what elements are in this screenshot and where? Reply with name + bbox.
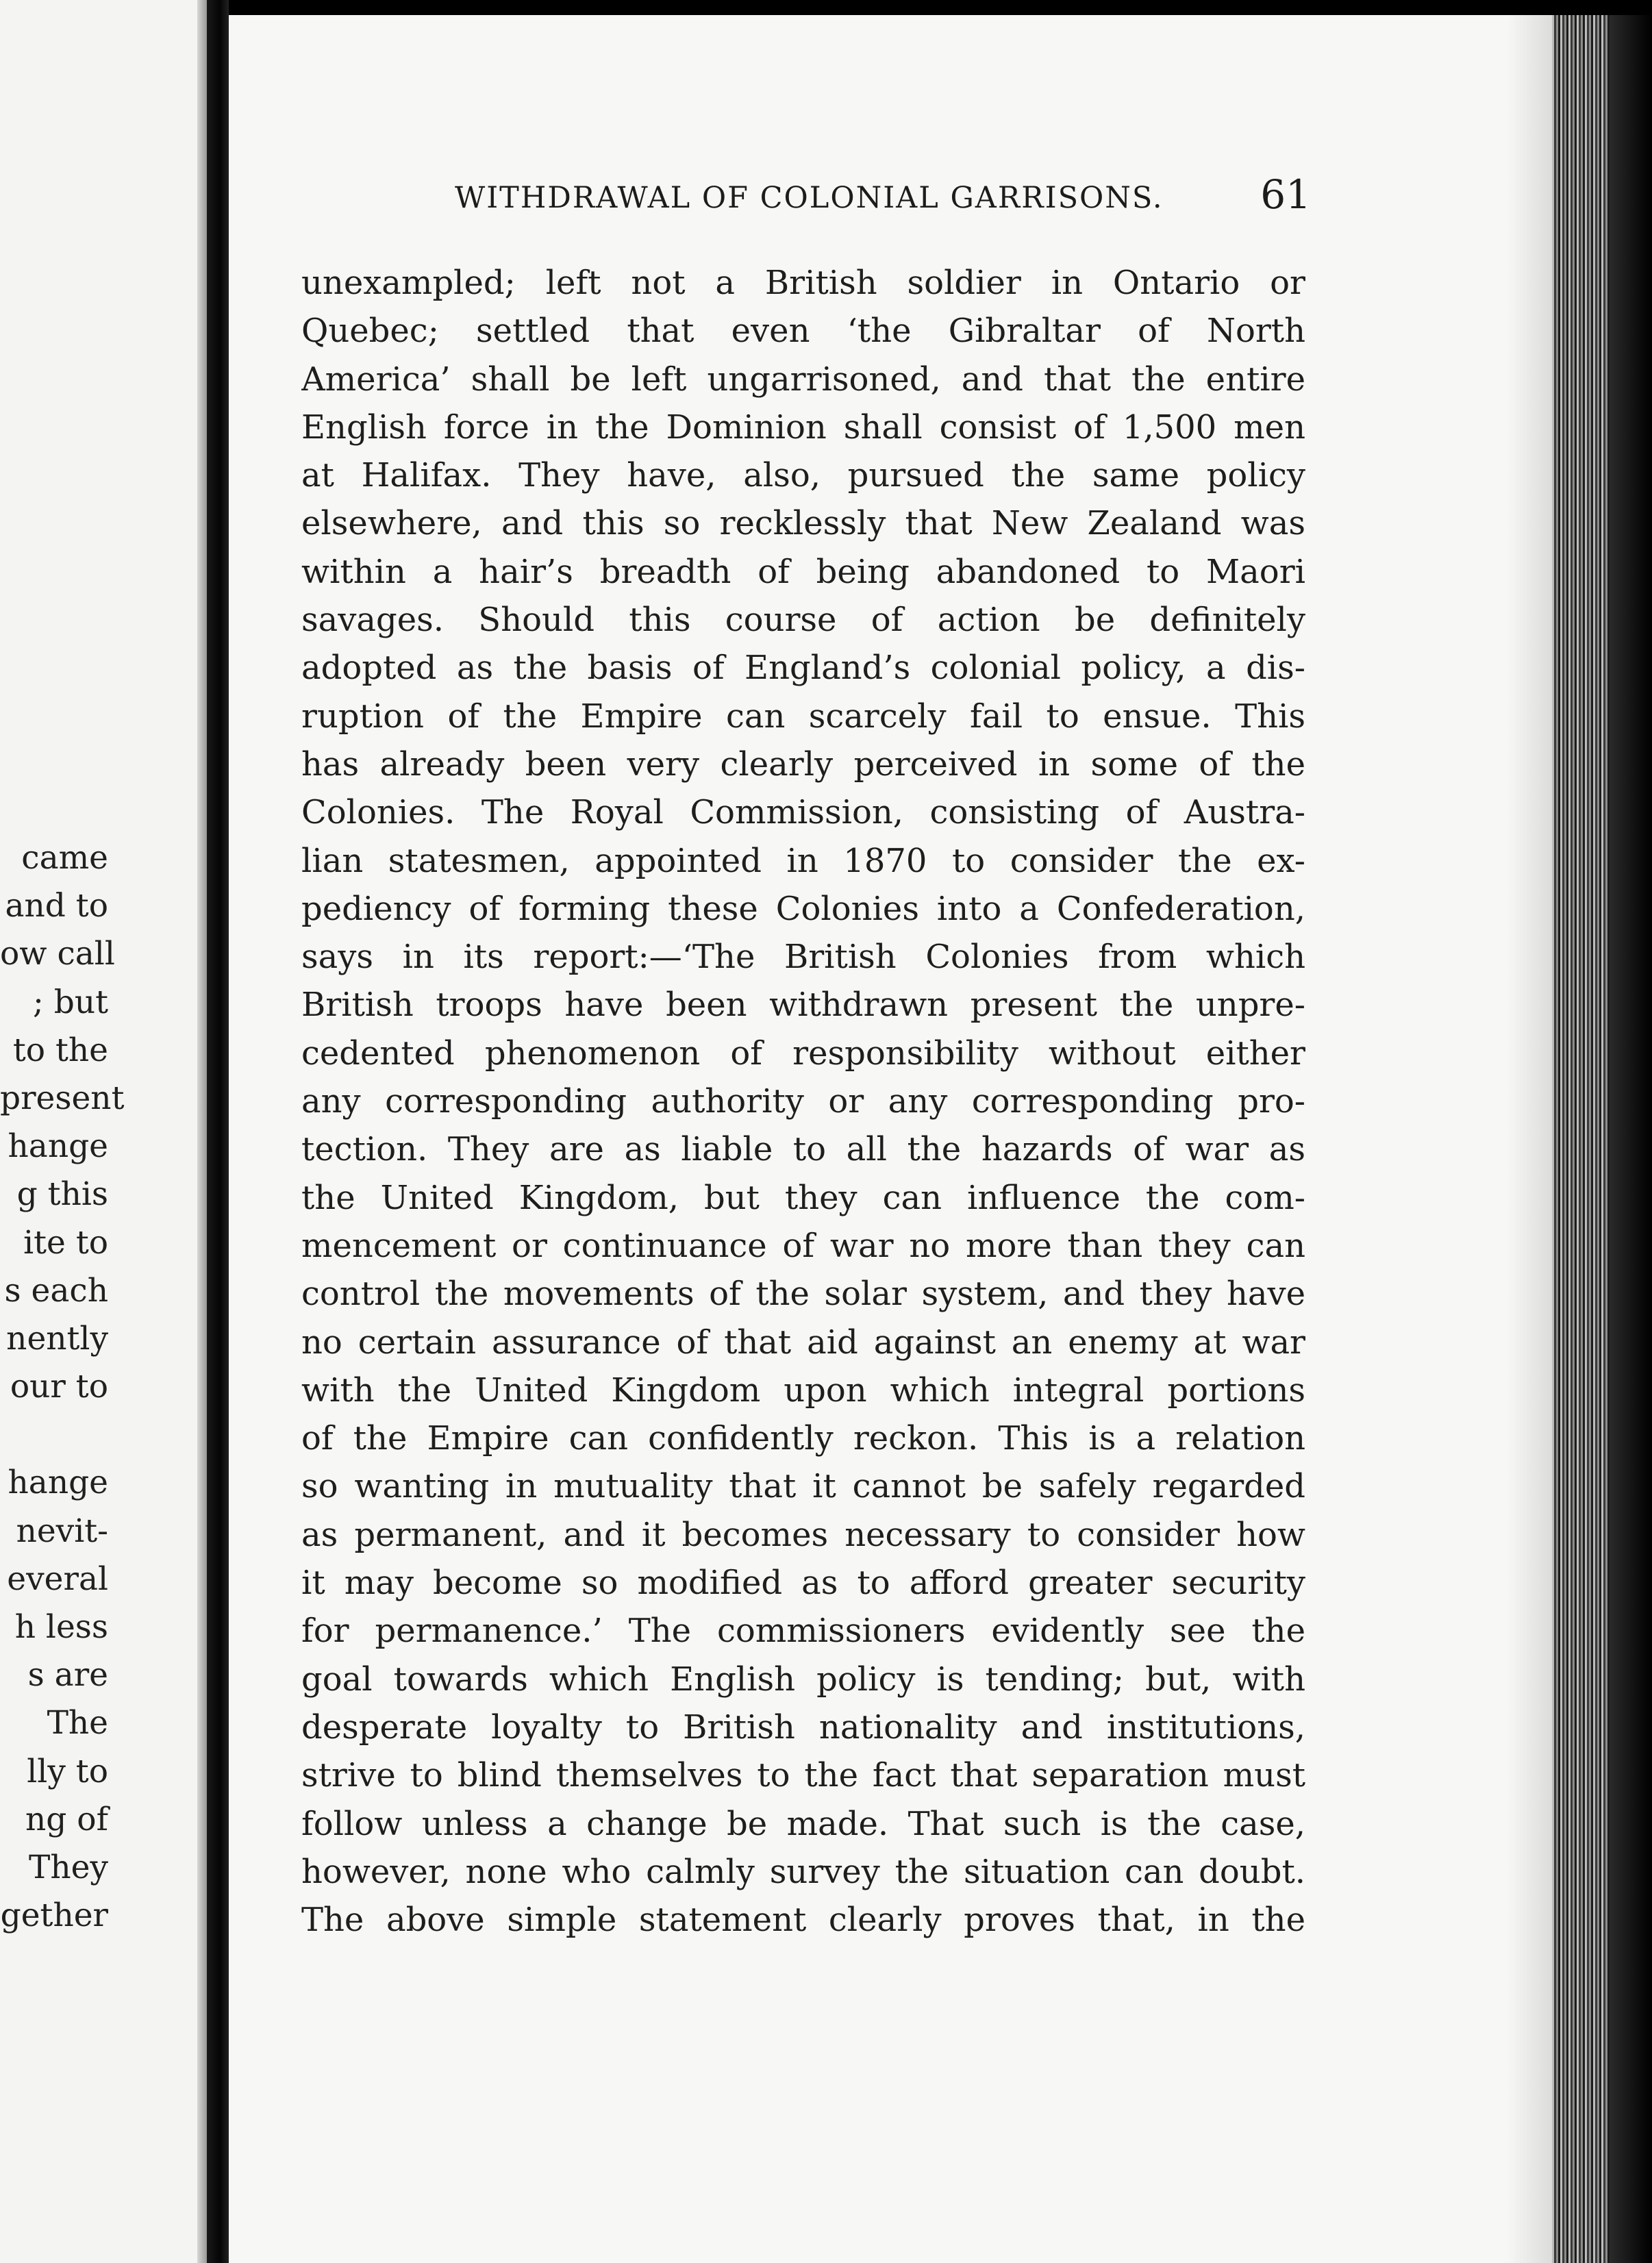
body-line: so wanting in mutuality that it cannot be safely regarded (301, 1467, 1305, 1506)
body-line: however, none who calmly survey the situation can doubt. (301, 1852, 1305, 1891)
body-line: cedented phenomenon of responsibility without either (301, 1034, 1305, 1073)
body-line: of the Empire can confidently reckon. This is a relation (301, 1419, 1305, 1458)
left-facing-page (0, 0, 207, 2263)
body-line: any corresponding authority or any corresponding pro- (301, 1082, 1305, 1121)
left-page-line: They (29, 1848, 108, 1886)
body-line: Quebec; settled that even ‘the Gibraltar of North (301, 312, 1305, 351)
running-title: WITHDRAWAL OF COLONIAL GARRISONS. (455, 181, 1164, 215)
left-page-text-fragments (0, 834, 125, 1940)
left-page-line: The (47, 1704, 108, 1742)
left-page-line: ow call (0, 935, 115, 973)
left-page-line: gether (0, 1897, 108, 1935)
page-number: 61 (1260, 171, 1311, 218)
left-page-line: our to (10, 1368, 108, 1406)
body-line: English force in the Dominion shall consist of 1,500 men (301, 408, 1305, 447)
body-line: follow unless a change be made. That such is the case, (301, 1804, 1305, 1843)
body-line: elsewhere, and this so recklessly that New Zealand was (301, 504, 1305, 543)
body-line: savages. Should this course of action be definitely (301, 601, 1305, 640)
left-page-line: came (21, 839, 108, 877)
body-line: has already been very clearly perceived in some of the (301, 745, 1305, 784)
body-line: America’ shall be left ungarrisoned, and that the entire (301, 360, 1305, 399)
left-page-line: s are (27, 1656, 108, 1695)
body-line: pediency of forming these Colonies into a Confederation, (301, 889, 1305, 928)
left-page-line: present (0, 1079, 125, 1117)
left-page-line: lly to (27, 1752, 108, 1790)
body-line: says in its report:—‘The British Colonies from which (301, 938, 1305, 977)
left-page-line: ite to (23, 1223, 108, 1262)
body-line: tection. They are as liable to all the hazards of war as (301, 1130, 1305, 1169)
book-gutter (207, 0, 229, 2263)
body-line: British troops have been withdrawn present the unpre- (301, 986, 1305, 1025)
body-line: no certain assurance of that aid against an enemy at war (301, 1323, 1305, 1362)
left-page-line: nevit- (16, 1512, 108, 1550)
body-line: the United Kingdom, but they can influence the com- (301, 1178, 1305, 1217)
body-line: within a hair’s breadth of being abandoned to Maori (301, 552, 1305, 591)
left-page-line: and to (5, 887, 108, 925)
body-line: goal towards which English policy is tending; but, with (301, 1660, 1305, 1699)
body-line: mencement or continuance of war no more than they can (301, 1226, 1305, 1265)
body-line: as permanent, and it becomes necessary to consider how (301, 1515, 1305, 1554)
body-line: with the United Kingdom upon which integral portions (301, 1371, 1305, 1410)
left-page-line: g this (16, 1175, 108, 1214)
left-page-line: ; but (32, 983, 108, 1021)
body-text (301, 259, 1305, 1944)
body-line: it may become so modified as to afford greater security (301, 1564, 1305, 1603)
body-line: adopted as the basis of England’s colonial policy, a dis- (301, 649, 1305, 688)
body-line: unexampled; left not a British soldier in Ontario or (301, 264, 1305, 302)
left-page-line: everal (7, 1560, 108, 1598)
page-header (455, 171, 1311, 226)
left-page-blank-line (0, 1411, 108, 1459)
body-line: ruption of the Empire can scarcely fail to ensue. This (301, 697, 1305, 736)
left-page-line: ng of (25, 1800, 108, 1838)
left-page-line: s each (4, 1271, 108, 1310)
body-line: The above simple statement clearly proves that, in the (301, 1901, 1305, 1940)
left-page-edge-shadow (197, 0, 207, 2263)
left-page-line: to the (12, 1031, 108, 1069)
left-page-line: h less (14, 1608, 108, 1646)
body-line: desperate loyalty to British nationality and institutions, (301, 1708, 1305, 1747)
book-fore-edge-shadow (1610, 15, 1652, 2263)
body-line: for permanence.’ The commissioners evidently see the (301, 1612, 1305, 1651)
page-edge-shade (1507, 15, 1552, 2263)
body-line: Colonies. The Royal Commission, consisting of Austra- (301, 793, 1305, 832)
body-line: at Halifax. They have, also, pursued the same policy (301, 456, 1305, 495)
body-line: strive to blind themselves to the fact that separation must (301, 1756, 1305, 1795)
left-page-line: nently (6, 1319, 108, 1358)
left-page-line: hange (8, 1464, 108, 1502)
body-line: control the movements of the solar system, and they have (301, 1275, 1305, 1314)
left-page-line: hange (8, 1127, 108, 1166)
body-line: lian statesmen, appointed in 1870 to consider the ex- (301, 841, 1305, 880)
